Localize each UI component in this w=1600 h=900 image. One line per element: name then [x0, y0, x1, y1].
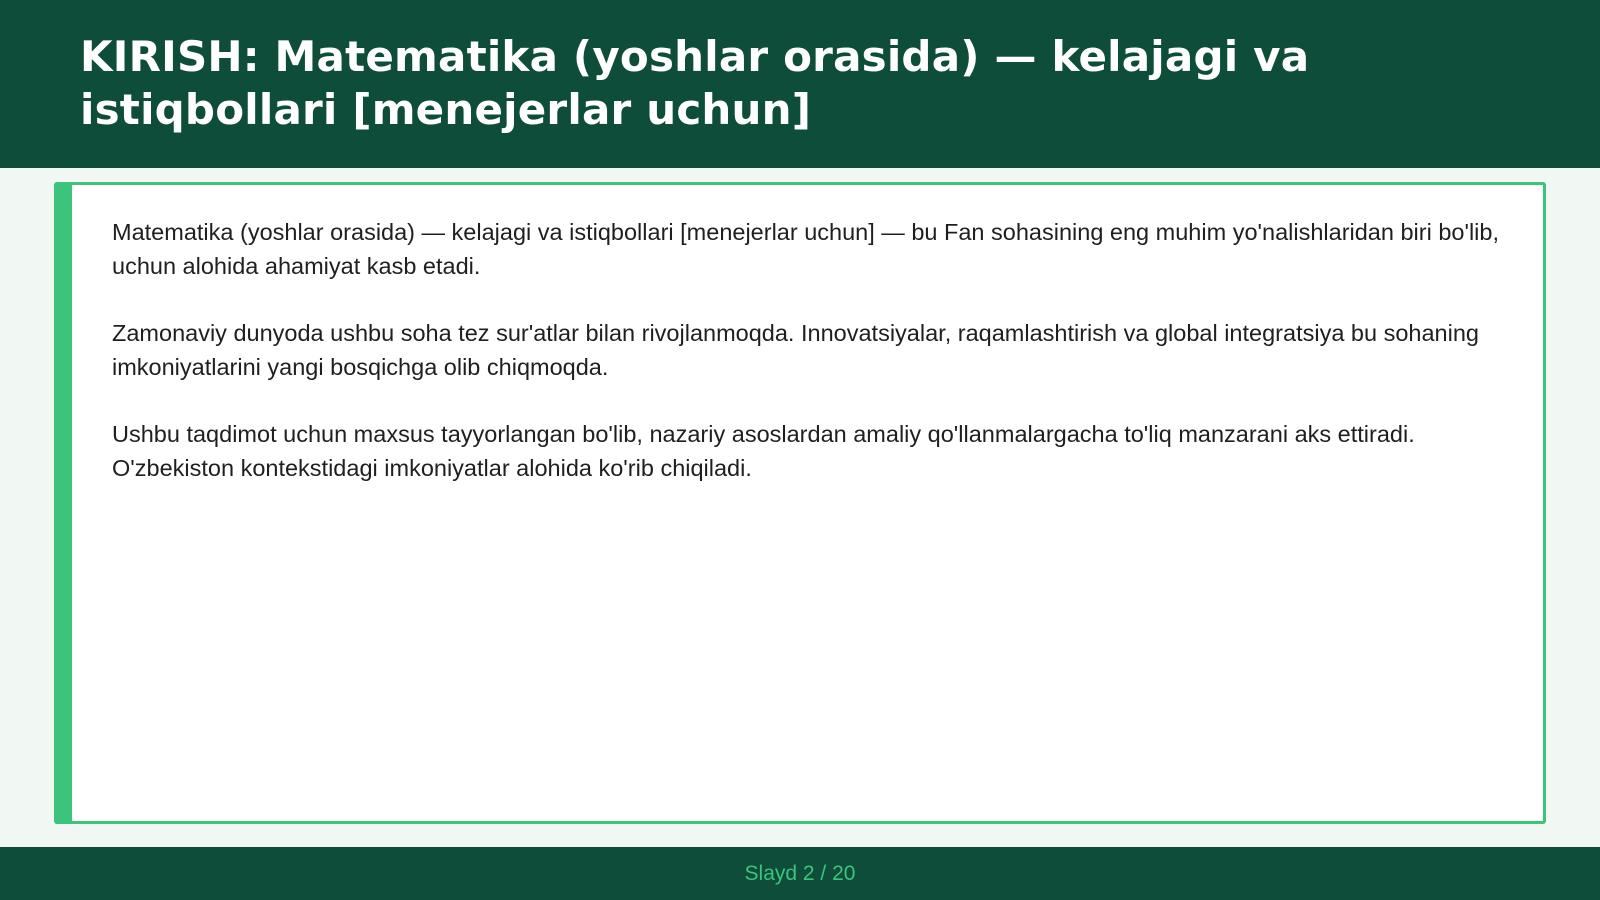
slide-header	[0, 0, 1600, 168]
intro-paragraph-3: Ushbu taqdimot uchun maxsus tayyorlangan bo'lib, nazariy asoslardan amaliy qo'llanmalargacha to'liq manzarani aks ettiradi. O'zbekiston kontekstidagi imkoniyatlar alohida ko'rib chiqiladi.	[112, 421, 1415, 481]
slide-title: KIRISH: Matematika (yoshlar orasida) — kelajagi va istiqbollari [menejerlar uchun]	[80, 32, 1310, 134]
intro-paragraph-1: Matematika (yoshlar orasida) — kelajagi va istiqbollari [menejerlar uchun] — bu Fan sohasining eng muhim yo'nalishlaridan biri bo'lib, uchun alohida ahamiyat kasb etadi.	[112, 219, 1500, 279]
slide-counter: Slayd 2 / 20	[744, 861, 856, 885]
content-card	[54, 182, 1546, 824]
slide-footer	[0, 847, 1600, 900]
intro-paragraph-2: Zamonaviy dunyoda ushbu soha tez sur'atlar bilan rivojlanmoqda. Innovatsiyalar, raqamlashtirish va global integratsiya bu sohaning imkoniyatlarini yangi bosqichga olib chiqmoqda.	[112, 320, 1479, 380]
